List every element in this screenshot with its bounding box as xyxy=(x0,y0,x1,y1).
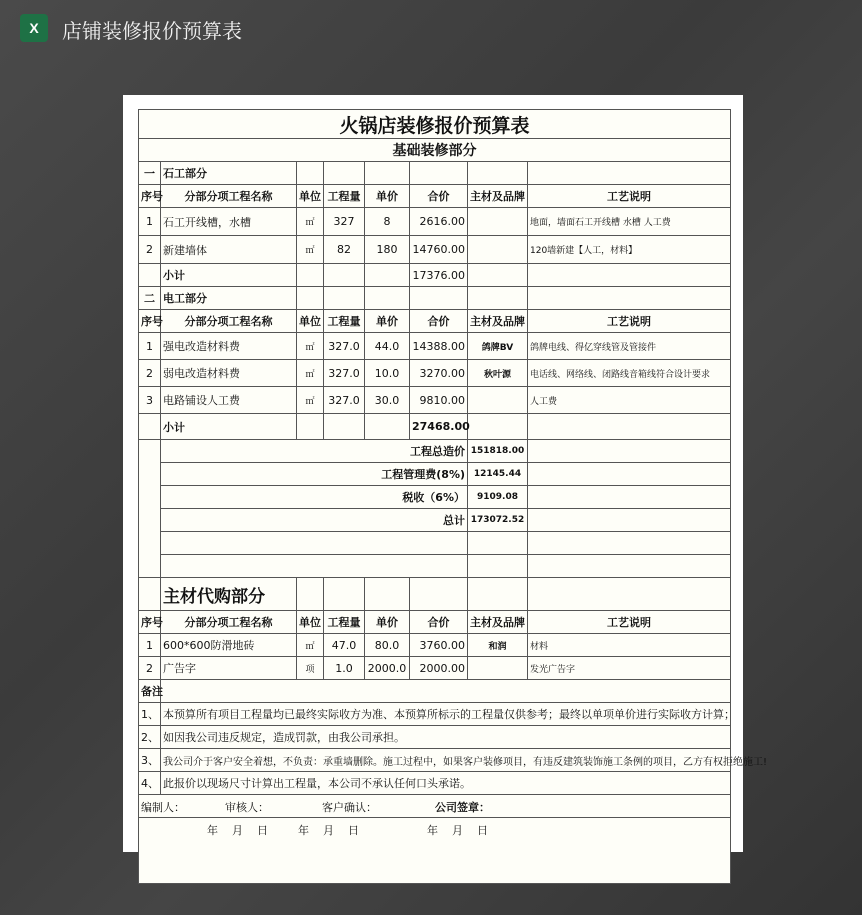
date-field: 年 月 日 xyxy=(298,824,359,837)
table-row: 2 广告字 项 1.0 2000.0 2000.00 发光广告字 xyxy=(139,657,731,680)
header-unit: 单位 xyxy=(297,185,324,208)
document-title: 店铺装修报价预算表 xyxy=(62,19,242,43)
summary-label: 工程总造价 xyxy=(161,440,468,463)
section-header-row xyxy=(139,162,731,185)
section-header-row xyxy=(139,578,731,611)
header-price: 单价 xyxy=(365,185,410,208)
section-header-row xyxy=(139,287,731,310)
excel-icon: X xyxy=(20,14,48,42)
table-row: 1 强电改造材料费 ㎡ 327.0 44.0 14388.00 鸽牌BV 鸽牌电线、得亿穿线管及管接件 xyxy=(139,333,731,360)
signature-client: 客户确认： xyxy=(322,801,377,814)
header-name: 分部分项工程名称 xyxy=(161,185,297,208)
summary-row xyxy=(139,509,731,532)
notes-header-row xyxy=(139,680,731,703)
summary-row xyxy=(139,440,731,463)
subtotal-row xyxy=(139,414,731,440)
summary-label: 工程管理费(8%) xyxy=(161,463,468,486)
header-qty: 工程量 xyxy=(324,185,365,208)
summary-value: 12145.44 xyxy=(468,463,528,486)
table-row: 2 弱电改造材料费 ㎡ 327.0 10.0 3270.00 秋叶源 电话线、网络线、闭路线音箱线符合设计要求 xyxy=(139,360,731,387)
signature-editor: 编制人： xyxy=(141,801,185,814)
title-bar xyxy=(0,0,862,58)
subtotal-value: 17376.00 xyxy=(410,264,468,287)
table-row: 1 600*600防滑地砖 ㎡ 47.0 80.0 3760.00 和润 材料 xyxy=(139,634,731,657)
subtitle-row xyxy=(139,139,731,162)
note-row: 3、 我公司介于客户安全着想，不负责：承重墙删除。施工过程中，如果客户装修项目，有违反建筑装饰施工条例的项目，乙方有权拒绝施工! xyxy=(139,749,731,772)
budget-table xyxy=(138,109,768,884)
spacer-row xyxy=(139,555,731,578)
notes-label: 备注 xyxy=(139,680,161,703)
spreadsheet-page xyxy=(123,95,768,852)
header-desc: 工艺说明 xyxy=(528,185,731,208)
summary-value: 9109.08 xyxy=(468,486,528,509)
subtotal-value: 27468.00 xyxy=(410,414,468,440)
summary-row xyxy=(139,486,731,509)
summary-label: 总计 xyxy=(161,509,468,532)
date-field: 年 月 日 xyxy=(207,824,268,837)
section-name: 电工部分 xyxy=(161,287,297,310)
table-row: 1 石工开线槽，水槽 ㎡ 327 8 2616.00 地面，墙面石工开线槽 水槽 人工费 xyxy=(139,208,731,236)
summary-value: 151818.00 xyxy=(468,440,528,463)
summary-value: 173072.52 xyxy=(468,509,528,532)
column-header-row: 序号 分部分项工程名称 单位 工程量 单价 合价 主材及品牌 工艺说明 xyxy=(139,611,731,634)
title-row xyxy=(139,110,731,139)
sheet-title: 火锅店装修报价预算表 xyxy=(139,110,731,139)
signature-company: 公司签章： xyxy=(435,801,490,814)
section-name: 主材代购部分 xyxy=(161,578,297,611)
table-row: 3 电路铺设人工费 ㎡ 327.0 30.0 9810.00 人工费 xyxy=(139,387,731,414)
section-name: 石工部分 xyxy=(161,162,297,185)
section-number: 一 xyxy=(139,162,161,185)
date-row xyxy=(139,818,731,884)
subtotal-row xyxy=(139,264,731,287)
summary-label: 税收（6%） xyxy=(161,486,468,509)
note-row: 4、 此报价以现场尺寸计算出工程量，本公司不承认任何口头承诺。 xyxy=(139,772,731,795)
header-total: 合价 xyxy=(410,185,468,208)
note-row: 1、 本预算所有项目工程量均已最终实际收方为准、本预算所标示的工程量仅供参考；最终以单项单价进行实际收方计算； xyxy=(139,703,731,726)
column-header-row xyxy=(139,185,731,208)
note-row: 2、 如因我公司违反规定，造成罚款，由我公司承担。 xyxy=(139,726,731,749)
subtotal-label: 小计 xyxy=(161,264,297,287)
section-number: 二 xyxy=(139,287,161,310)
table-row: 2 新建墙体 ㎡ 82 180 14760.00 120墙新建【人工，材料】 xyxy=(139,236,731,264)
header-brand: 主材及品牌 xyxy=(468,185,528,208)
sheet-subtitle: 基础装修部分 xyxy=(139,139,731,162)
signature-row xyxy=(139,795,731,818)
subtotal-label: 小计 xyxy=(161,414,297,440)
date-field: 年 月 日 xyxy=(427,824,488,837)
column-header-row: 序号 分部分项工程名称 单位 工程量 单价 合价 主材及品牌 工艺说明 xyxy=(139,310,731,333)
header-seq: 序号 xyxy=(139,185,161,208)
signature-reviewer: 审核人： xyxy=(225,801,269,814)
spacer-row xyxy=(139,532,731,555)
summary-row xyxy=(139,463,731,486)
